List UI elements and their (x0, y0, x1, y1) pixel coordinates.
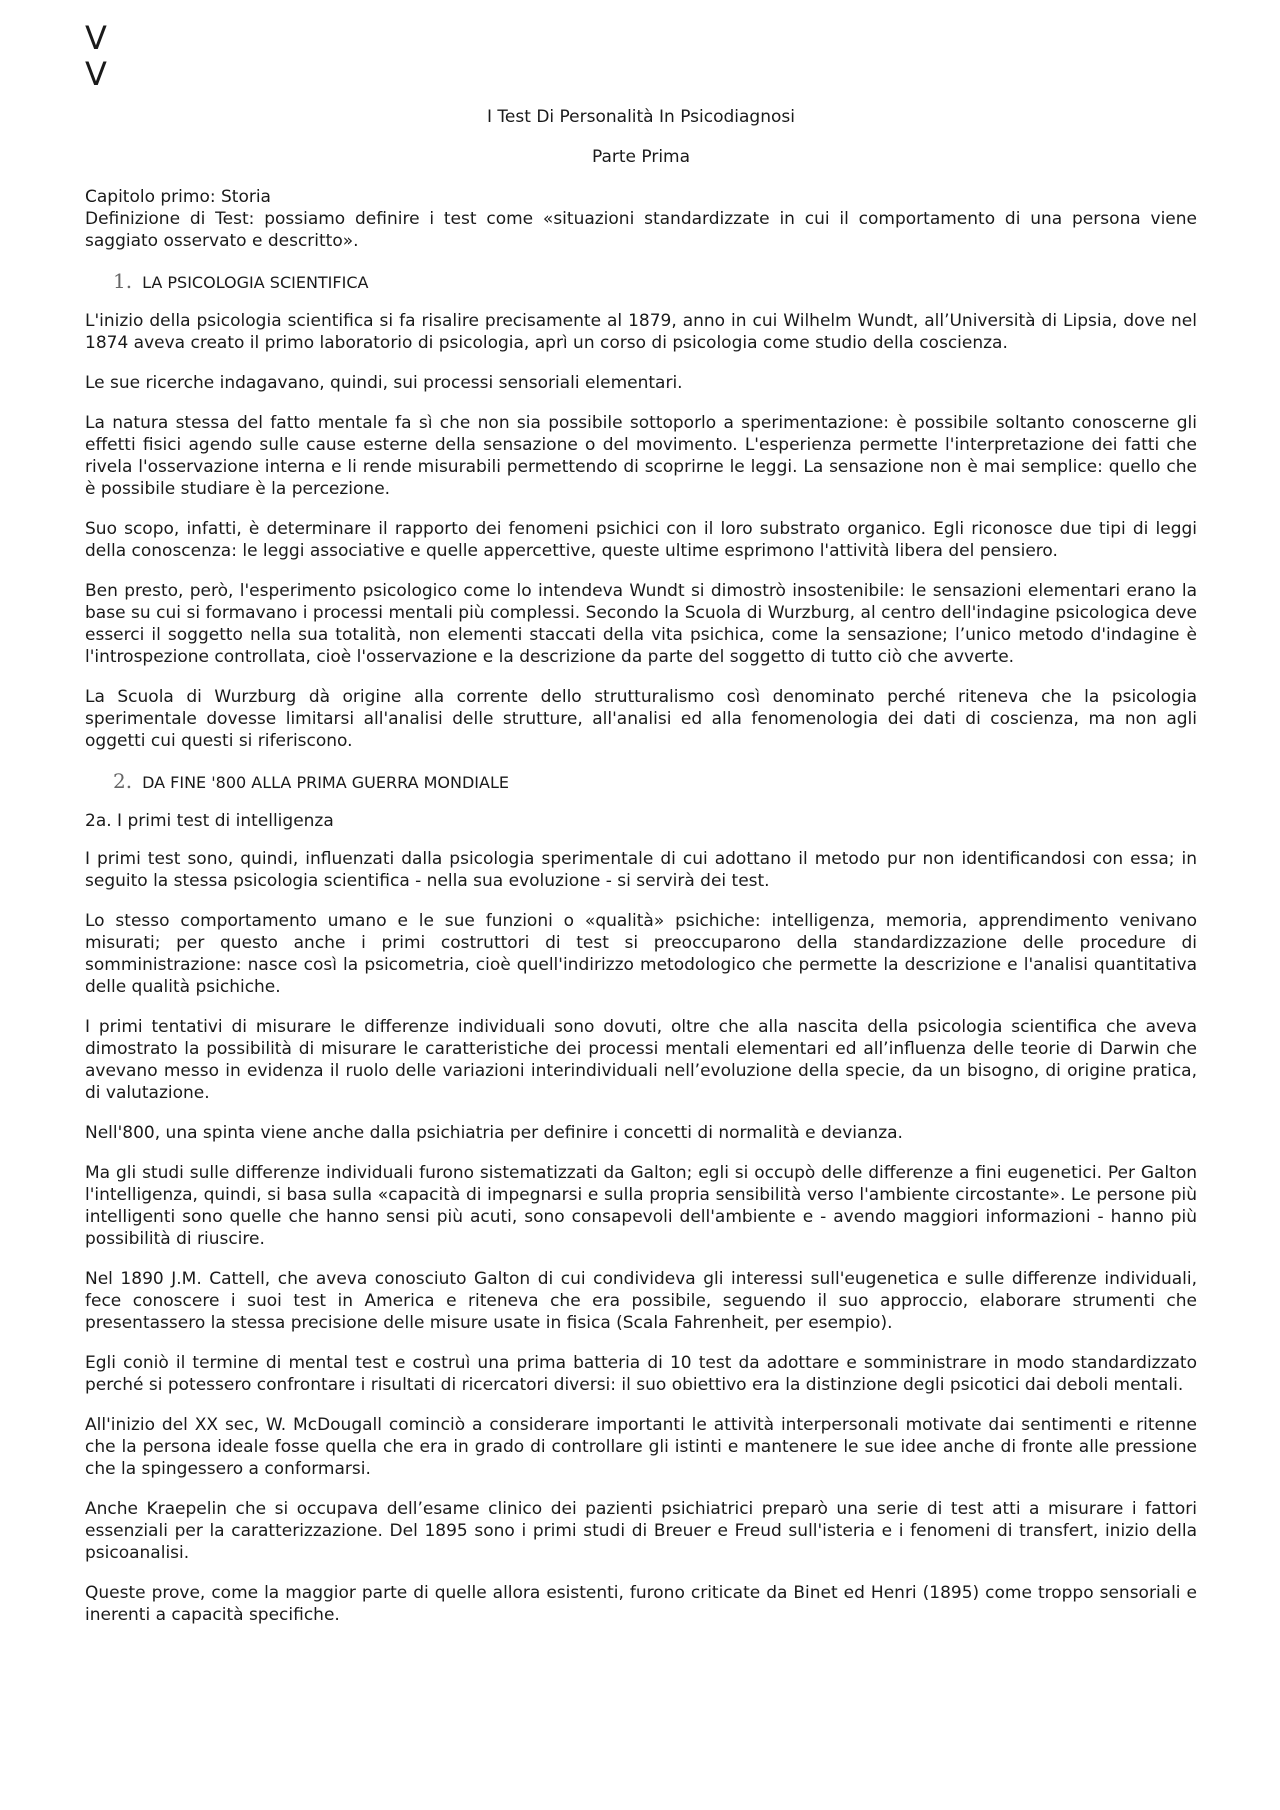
section-1-title: LA PSICOLOGIA SCIENTIFICA (142, 273, 369, 292)
paragraph: L'inizio della psicologia scientifica si fa risalire precisamente al 1879, anno in cui Wilhelm Wundt, all’Università di Lipsia, dove nel 1874 aveva creato il primo laboratorio di psicologia, aprì un corso di psicologia come studio della coscienza. (85, 311, 1197, 353)
section-2-title: DA FINE '800 ALLA PRIMA GUERRA MONDIALE (142, 773, 509, 792)
paragraph: I primi tentativi di misurare le differenze individuali sono dovuti, oltre che alla nascita della psicologia scientifica che aveva dimostrato la possibilità di misurare le caratteristiche dei processi mentali elementari ed all’influenza delle teorie di Darwin che avevano messo in evidenza il ruolo delle variazioni interindividuali nell’evoluzione della specie, da un bisogno, di origine pratica, di valutazione. (85, 1017, 1197, 1103)
corner-mark-2: V (85, 55, 107, 93)
subsection-heading: 2a. I primi test di intelligenza (85, 811, 334, 831)
document-title: I Test Di Personalità In Psicodiagnosi (487, 107, 795, 127)
definition-paragraph: Definizione di Test: possiamo definire i test come «situazioni standardizzate in cui il comportamento di una persona viene saggiato osservato e descritto». (85, 209, 1197, 251)
section-1-number: 1. (113, 269, 133, 293)
paragraph: I primi test sono, quindi, influenzati dalla psicologia sperimentale di cui adottano il metodo pur non identificandosi con essa; in seguito la stessa psicologia scientifica - nella sua evoluzione - si servirà dei test. (85, 849, 1197, 891)
paragraph: La natura stessa del fatto mentale fa sì che non sia possibile sottoporlo a sperimentazione: è possibile soltanto conoscerne gli effetti fisici agendo sulle cause esterne della sensazione o del movimento. L'esperienza permette l'interpretazione dei fatti che rivela l'osservazione interna e li rende misurabili permettendo di scoprirne le leggi. La sensazione non è mai semplice: quello che è possibile studiare è la percezione. (85, 413, 1197, 499)
document-page (85, 20, 1197, 1644)
paragraph: Le sue ricerche indagavano, quindi, sui processi sensoriali elementari. (85, 373, 683, 393)
paragraph: Lo stesso comportamento umano e le sue funzioni o «qualità» psichiche: intelligenza, memoria, apprendimento venivano misurati; per questo anche i primi costruttori di test si preoccuparono della standardizzazione delle procedure di somministrazione: nasce così la psicometria, cioè quell'indirizzo metodologico che permette la descrizione e l'analisi quantitativa delle qualità psichiche. (85, 911, 1197, 997)
section-1-heading (85, 270, 1197, 294)
paragraph: La Scuola di Wurzburg dà origine alla corrente dello strutturalismo così denominato perché riteneva che la psicologia sperimentale dovesse limitarsi all'analisi delle strutture, all'analisi ed alla fenomenologia dei dati di coscienza, ma non agli oggetti cui questi si riferiscono. (85, 687, 1197, 751)
corner-mark-1: V (85, 19, 107, 57)
paragraph: All'inizio del XX sec, W. McDougall cominciò a considerare importanti le attività interpersonali motivate dai sentimenti e ritenne che la persona ideale fosse quella che era in grado di controllare gli istinti e mantenere le sue idee anche di fronte alle pressione che la spingessero a conformarsi. (85, 1415, 1197, 1479)
document-subtitle: Parte Prima (591, 147, 691, 167)
paragraph: Queste prove, come la maggior parte di quelle allora esistenti, furono criticate da Binet ed Henri (1895) come troppo sensoriali e inerenti a capacità specifiche. (85, 1583, 1197, 1625)
paragraph: Egli coniò il termine di mental test e costruì una prima batteria di 10 test da adottare e somministrare in modo standardizzato perché si potessero confrontare i risultati di ricercatori diversi: il suo obiettivo era la distinzione degli psicotici dai deboli mentali. (85, 1353, 1197, 1395)
chapter-heading: Capitolo primo: Storia (85, 187, 271, 207)
paragraph: Ma gli studi sulle differenze individuali furono sistematizzati da Galton; egli si occupò delle differenze a fini eugenetici. Per Galton l'intelligenza, quindi, si basa sulla «capacità di impegnarsi e sulla propria sensibilità verso l'ambiente circostante». Le persone più intelligenti sono quelle che hanno sensi più acuti, sono consapevoli dell'ambiente e - avendo maggiori informazioni - hanno più possibilità di riuscire. (85, 1163, 1197, 1249)
section-2-heading (85, 770, 1197, 794)
paragraph: Anche Kraepelin che si occupava dell’esame clinico dei pazienti psichiatrici preparò una serie di test atti a misurare i fattori essenziali per la caratterizzazione. Del 1895 sono i primi studi di Breuer e Freud sull'isteria e i fenomeni di transfert, inizio della psicoanalisi. (85, 1499, 1197, 1563)
paragraph: Ben presto, però, l'esperimento psicologico come lo intendeva Wundt si dimostrò insostenibile: le sensazioni elementari erano la base su cui si formavano i processi mentali più complessi. Secondo la Scuola di Wurzburg, al centro dell'indagine psicologica deve esserci il soggetto nella sua totalità, non elementi staccati della vita psichica, come la sensazione; l’unico metodo d'indagine è l'introspezione controllata, cioè l'osservazione e la descrizione da parte del soggetto di tutto ciò che avverte. (85, 581, 1197, 667)
section-2-number: 2. (113, 769, 133, 793)
paragraph: Suo scopo, infatti, è determinare il rapporto dei fenomeni psichici con il loro substrato organico. Egli riconosce due tipi di leggi della conoscenza: le leggi associative e quelle appercettive, queste ultime esprimono l'attività libera del pensiero. (85, 519, 1197, 561)
paragraph: Nel 1890 J.M. Cattell, che aveva conosciuto Galton di cui condivideva gli interessi sull'eugenetica e sulle differenze individuali, fece conoscere i suoi test in America e riteneva che era possibile, seguendo il suo approccio, elaborare strumenti che presentassero la stessa precisione delle misure usate in fisica (Scala Fahrenheit, per esempio). (85, 1269, 1197, 1333)
paragraph: Nell'800, una spinta viene anche dalla psichiatria per definire i concetti di normalità e devianza. (85, 1123, 903, 1143)
